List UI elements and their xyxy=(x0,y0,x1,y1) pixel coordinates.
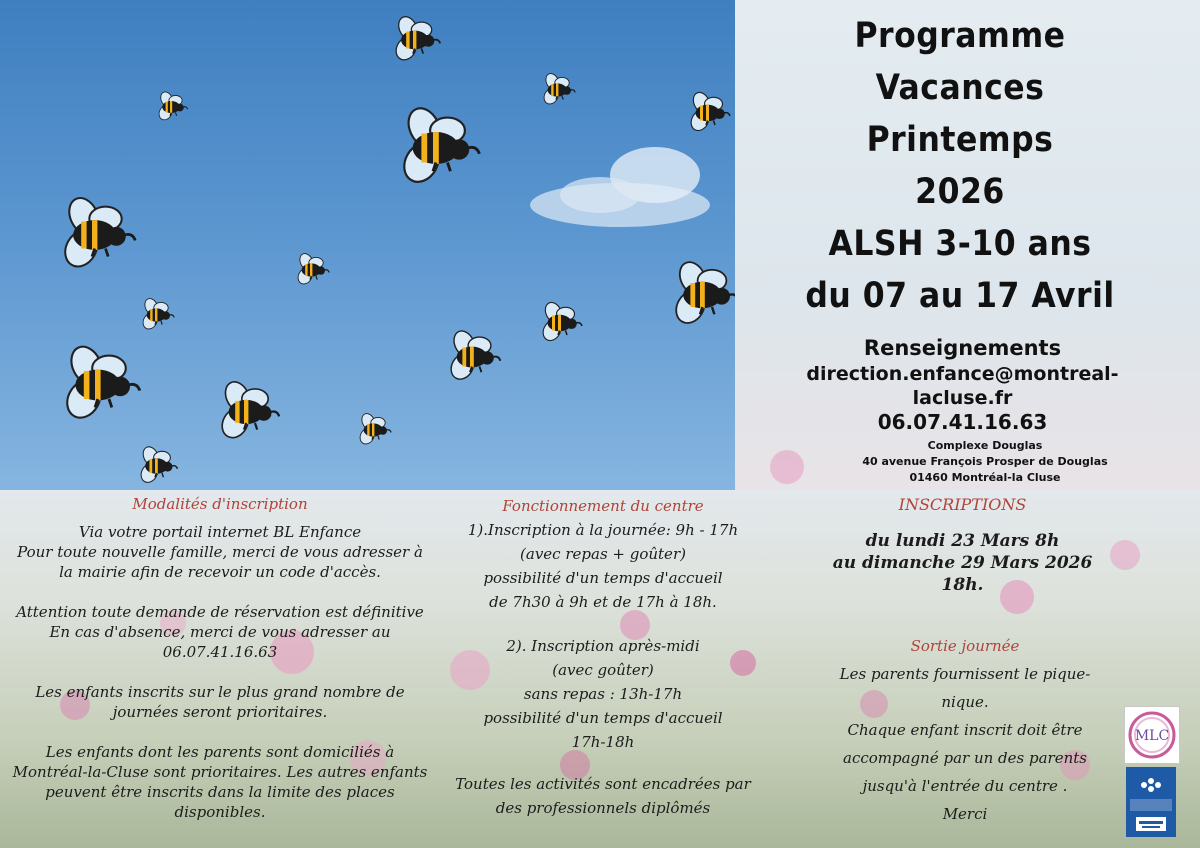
sky-illustration xyxy=(0,0,735,490)
paragraph: Les enfants dont les parents sont domiciliés à Montréal-la-Cluse sont prioritaires. Les autres enfants peuvent être inscrits dans la limite des places disponibles. xyxy=(12,743,428,821)
bee-icon xyxy=(447,328,501,384)
bee-icon xyxy=(59,193,135,272)
address xyxy=(835,438,1135,486)
date-line: du lundi 23 Mars 8h xyxy=(865,531,1060,551)
paragraph: Via votre portail internet BL Enfance xyxy=(78,523,362,541)
bee-icon xyxy=(688,90,730,134)
paragraph: 1).Inscription à la journée: 9h - 17h xyxy=(467,521,739,539)
day-outing xyxy=(820,632,1110,828)
bee-icon xyxy=(295,251,329,286)
contact-email[interactable]: direction.enfance@montreal-lacluse.fr xyxy=(806,363,1119,409)
paragraph: possibilité d'un temps d'accueil xyxy=(483,709,723,727)
section-heading: Fonctionnement du centre xyxy=(502,497,704,515)
bees-layer xyxy=(0,0,735,490)
bee-icon xyxy=(217,378,279,442)
bee-icon xyxy=(671,258,735,328)
paragraph: Les parents fournissent le pique-nique. xyxy=(839,665,1091,711)
title-year: 2026 xyxy=(915,172,1005,212)
paragraph: Attention toute demande de réservation est définitive xyxy=(16,603,424,621)
paragraph: En cas d'absence, merci de vous adresser au 06.07.41.16.63 xyxy=(49,623,391,661)
paragraph: Chaque enfant inscrit doit être accompagné par un des parents jusqu'à l'entrée du centre . xyxy=(843,721,1087,795)
paragraph: (avec goûter) xyxy=(552,661,654,679)
paragraph: possibilité d'un temps d'accueil xyxy=(483,569,723,587)
bee-icon xyxy=(140,296,174,331)
centre-operation xyxy=(448,494,758,820)
title-age-range: ALSH 3-10 ans xyxy=(828,224,1092,264)
title-line: Programme xyxy=(854,16,1066,56)
bee-icon xyxy=(357,411,391,446)
address-line: 40 avenue François Prosper de Douglas xyxy=(862,455,1108,468)
contact-info xyxy=(765,334,1160,434)
bee-icon xyxy=(397,103,479,188)
address-line: 01460 Montréal-la Cluse xyxy=(909,471,1061,484)
svg-text:MLC: MLC xyxy=(1134,728,1170,744)
paragraph: 2). Inscription après-midi xyxy=(506,637,700,655)
section-heading: INSCRIPTIONS xyxy=(898,495,1027,514)
contact-phone[interactable]: 06.07.41.16.63 xyxy=(877,410,1048,434)
paragraph: Les enfants inscrits sur le plus grand nombre de journées seront prioritaires. xyxy=(35,683,405,721)
event-title xyxy=(780,10,1140,322)
bee-icon xyxy=(61,342,140,424)
title-line: Vacances Printemps xyxy=(866,68,1054,160)
bee-icon xyxy=(138,444,178,485)
registration-terms xyxy=(10,494,430,822)
bee-icon xyxy=(540,300,582,344)
paragraph: de 7h30 à 9h et de 17h à 18h. xyxy=(489,593,717,611)
caf-logo xyxy=(1126,767,1176,837)
section-heading: Sortie journée xyxy=(910,637,1020,655)
paragraph: 17h-18h xyxy=(571,733,635,751)
paragraph: Pour toute nouvelle famille, merci de vous adresser à la mairie afin de recevoir un code d'accès. xyxy=(17,543,423,581)
bee-icon xyxy=(541,71,575,106)
contact-heading: Renseignements xyxy=(863,336,1062,360)
paragraph: Toutes les activités sont encadrées par des professionnels diplômés xyxy=(455,775,751,817)
bee-icon xyxy=(392,14,440,64)
registration-dates xyxy=(790,494,1135,596)
date-line: 18h. xyxy=(941,575,984,595)
section-heading: Modalités d'inscription xyxy=(132,495,308,513)
date-line: au dimanche 29 Mars 2026 xyxy=(832,553,1093,573)
paragraph: sans repas : 13h-17h xyxy=(523,685,683,703)
flower-decoration xyxy=(770,450,804,484)
paragraph: Merci xyxy=(942,805,988,823)
paragraph: (avec repas + goûter) xyxy=(520,545,686,563)
title-dates: du 07 au 17 Avril xyxy=(805,276,1115,316)
mlc-logo xyxy=(1124,706,1180,764)
address-line: Complexe Douglas xyxy=(927,439,1043,452)
bee-icon xyxy=(157,90,188,122)
